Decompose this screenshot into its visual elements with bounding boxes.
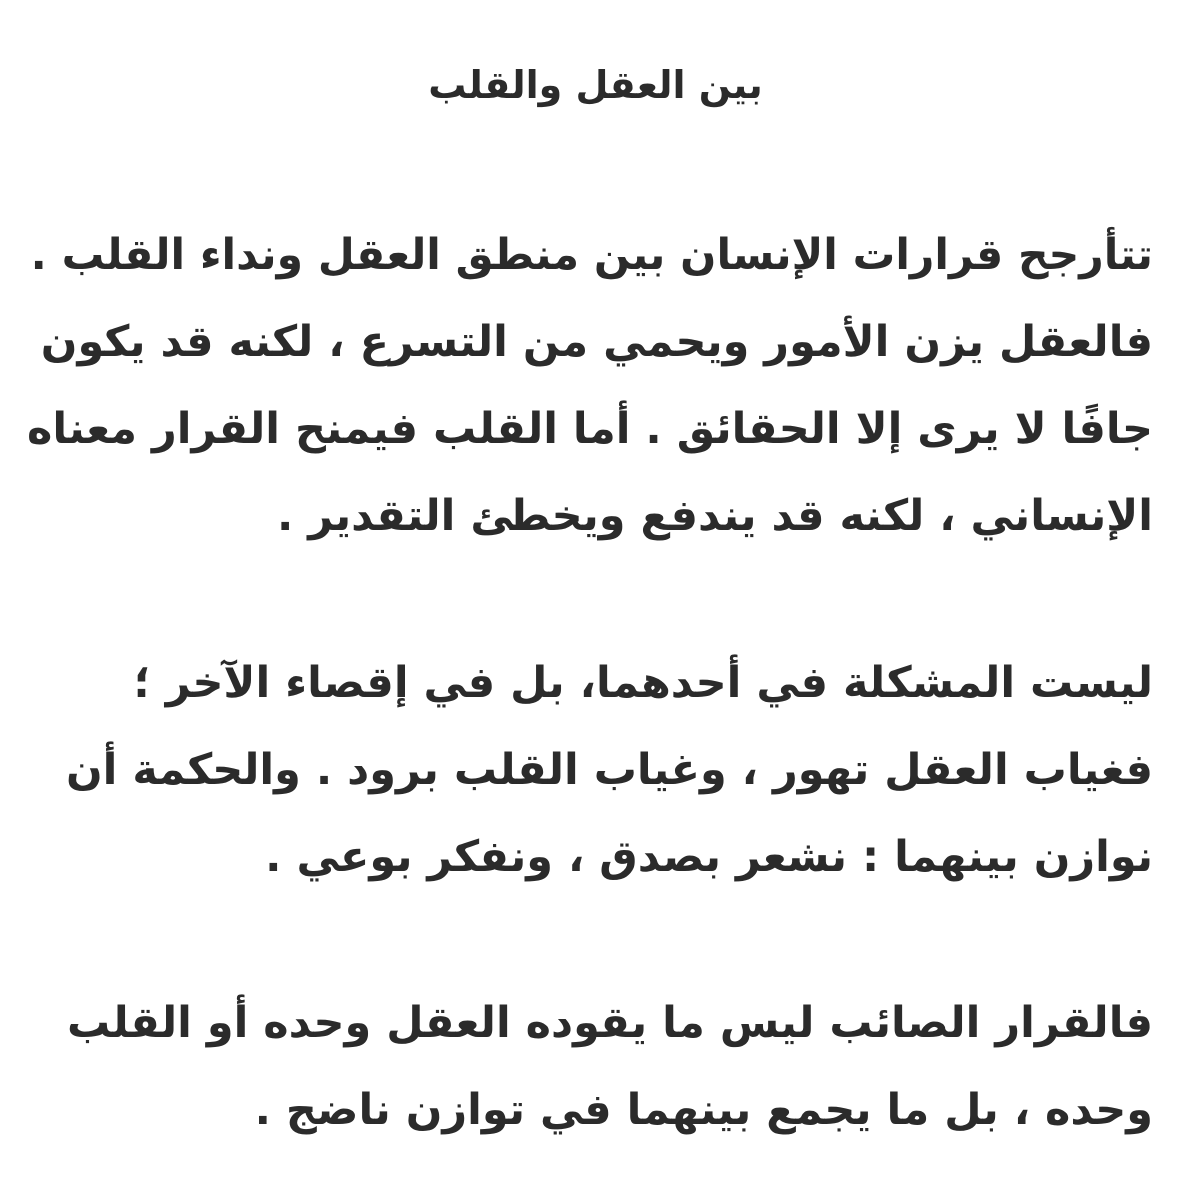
paragraph-line: فالعقل يزن الأمور ويحمي من التسرع ، لكنه قد يكون (40, 317, 1153, 367)
paragraph-line: الإنساني ، لكنه قد يندفع ويخطئ التقدير . (276, 491, 1153, 541)
paragraph-line: جافًا لا يرى إلا الحقائق . أما القلب فيمنح القرار معناه (27, 404, 1153, 454)
paragraph-line: ليست المشكلة في أحدهما، بل في إقصاء الآخر ؛ (133, 658, 1153, 708)
paragraph-1 (26, 212, 1153, 560)
paragraph-line: وحده ، بل ما يجمع بينهما في توازن ناضج . (254, 1085, 1153, 1135)
paragraph-line: فالقرار الصائب ليس ما يقوده العقل وحده أو القلب (66, 998, 1153, 1048)
paragraph-3 (26, 980, 1153, 1154)
paragraph-line: فغياب العقل تهور ، وغياب القلب برود . والحكمة أن (65, 745, 1153, 795)
paragraph-line: نوازن بينهما : نشعر بصدق ، ونفكر بوعي . (265, 832, 1153, 882)
paragraph-2 (26, 640, 1153, 901)
note-title: بين العقل والقلب (428, 63, 763, 107)
paragraph-line: تتأرجح قرارات الإنسان بين منطق العقل ونداء القلب . (30, 231, 1153, 280)
